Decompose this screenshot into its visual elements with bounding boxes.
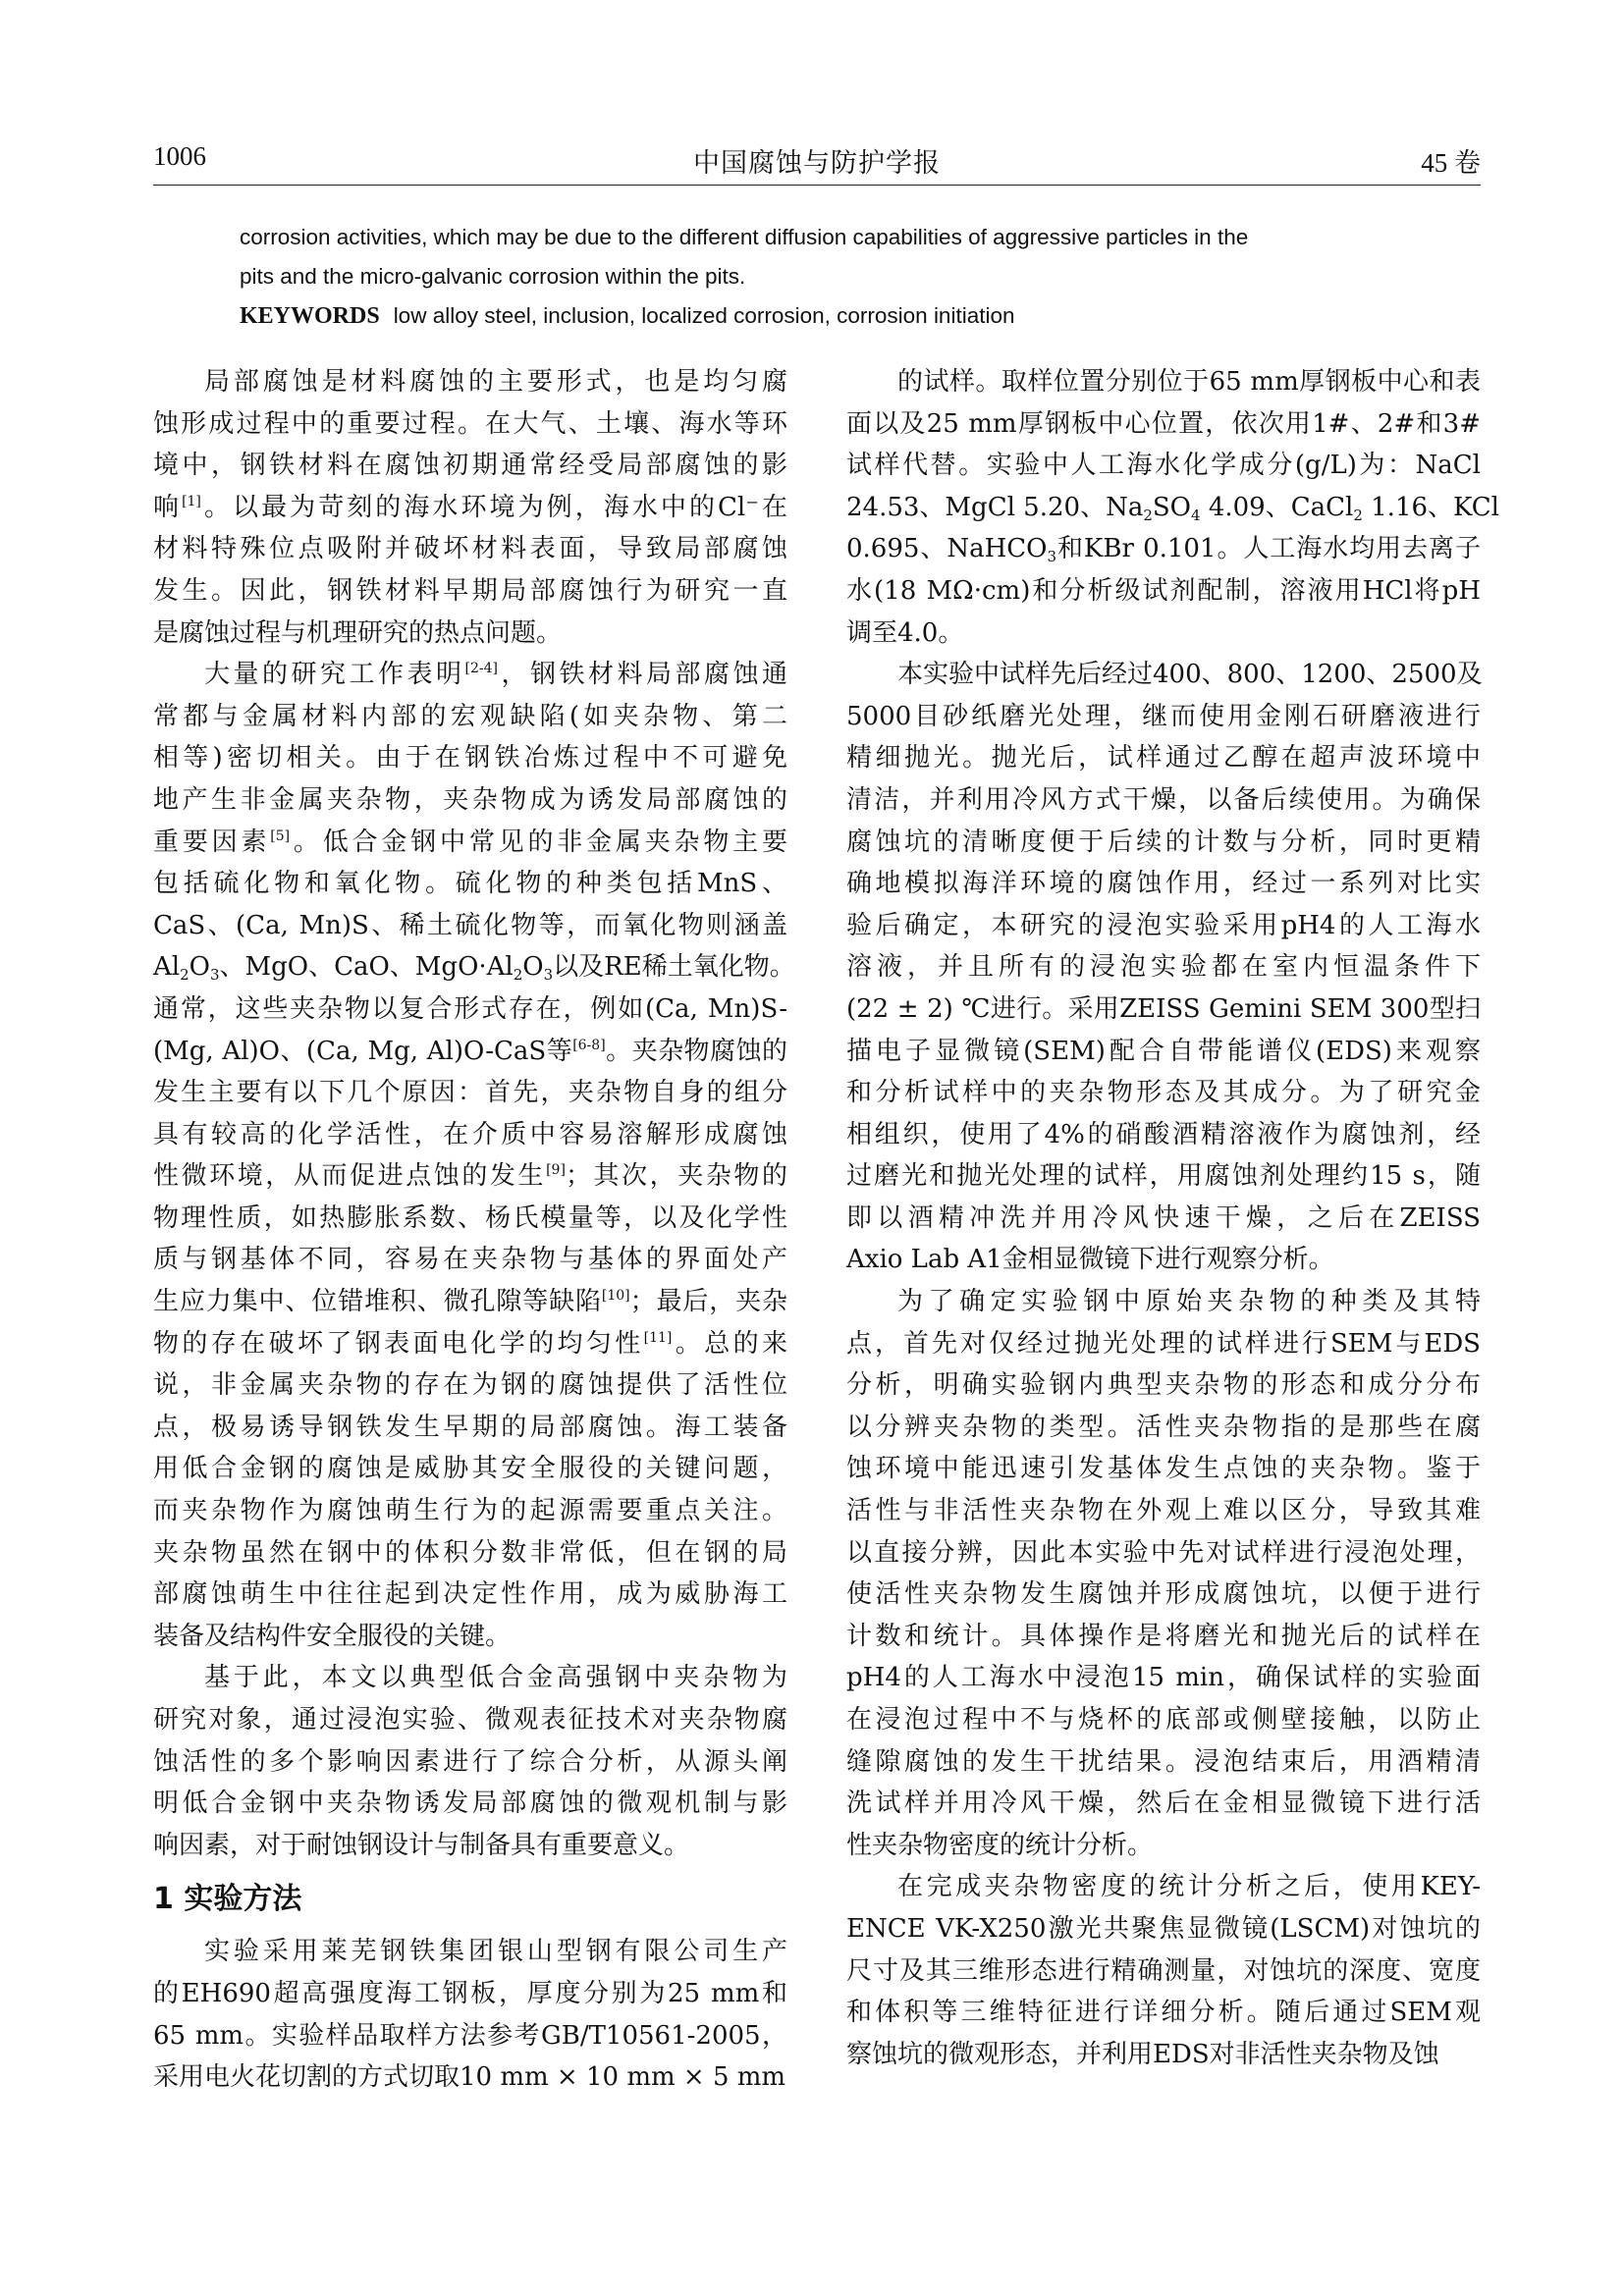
text-line: 发生主要有以下几个原因：首先，夹杂物自身的组分: [153, 1078, 787, 1108]
paragraph: [846, 1281, 1481, 1866]
paragraph: [153, 1657, 787, 1866]
text-line: 65 mm。实验样品取样方法参考GB/T10561-2005，: [153, 2020, 787, 2051]
text-line: 是腐蚀过程与机理研究的热点问题。: [153, 617, 563, 648]
text-line: 5000目砂纸磨光处理，继而使用金刚石研磨液进行: [846, 701, 1481, 731]
text-line: 地产生非金属夹杂物，夹杂物成为诱发局部腐蚀的: [153, 784, 787, 815]
text-line: 通常，这些夹杂物以复合形式存在，例如(Ca, Mn)S-: [153, 993, 787, 1024]
text-line: 夹杂物虽然在钢中的体积分数非常低，但在钢的局: [153, 1537, 787, 1568]
text-line: 生应力集中、位错堆积、微孔隙等缺陷[10]；最后，夹杂: [153, 1287, 787, 1317]
running-header: [153, 135, 1481, 181]
text-line: 大量的研究工作表明[2-4]，钢铁材料局部腐蚀通: [204, 660, 787, 690]
text-line: pH4的人工海水中浸泡15 min，确保试样的实验面: [846, 1663, 1481, 1693]
text-line: 和分析试样中的夹杂物形态及其成分。为了研究金: [846, 1078, 1481, 1108]
text-line: 研究对象，通过浸泡实验、微观表征技术对夹杂物腐: [153, 1705, 787, 1735]
section-heading: 1 实验方法: [153, 1882, 302, 1917]
text-line: 响因素，对于耐蚀钢设计与制备具有重要意义。: [153, 1830, 690, 1860]
left-column: [153, 361, 795, 2099]
text-line: 面以及25 mm厚钢板中心位置，依次用1#、2#和3#: [846, 408, 1481, 439]
text-line: 清洁，并利用冷风方式干燥，以备后续使用。为确保: [846, 784, 1481, 815]
text-line: 水(18 MΩ·cm)和分析级试剂配制，溶液用HCl将pH: [846, 575, 1481, 606]
text-line: 材料特殊位点吸附并破坏材料表面，导致局部腐蚀: [153, 534, 787, 564]
text-line: 为了确定实验钢中原始夹杂物的种类及其特: [897, 1287, 1481, 1317]
text-line: 使活性夹杂物发生腐蚀并形成腐蚀坑，以便于进行: [846, 1579, 1481, 1610]
text-line: (22 ± 2) ℃进行。采用ZEISS Gemini SEM 300型扫: [846, 993, 1481, 1024]
text-line: 在完成夹杂物密度的统计分析之后，使用KEY-: [897, 1872, 1481, 1902]
paragraph: [846, 1866, 1481, 2075]
text-line: 腐蚀坑的清晰度便于后续的计数与分析，同时更精: [846, 827, 1481, 857]
text-line: 重要因素[5]。低合金钢中常见的非金属夹杂物主要: [153, 827, 787, 857]
text-line: 验后确定，本研究的浸泡实验采用pH4的人工海水: [846, 910, 1481, 940]
text-line: 而夹杂物作为腐蚀萌生行为的起源需要重点关注。: [153, 1496, 787, 1526]
text-line: 蚀活性的多个影响因素进行了综合分析，从源头阐: [153, 1746, 787, 1777]
paragraph: [846, 361, 1499, 654]
text-line: 察蚀坑的微观形态，并利用EDS对非活性夹杂物及蚀: [846, 2039, 1439, 2069]
text-line: 质与钢基体不同，容易在夹杂物与基体的界面处产: [153, 1245, 787, 1275]
text-line: 用低合金钢的腐蚀是威胁其安全服役的关键问题，: [153, 1454, 787, 1484]
text-line: 和体积等三维特征进行详细分析。随后通过SEM观: [846, 1998, 1481, 2028]
text-line: 包括硫化物和氧化物。硫化物的种类包括MnS、: [153, 869, 787, 899]
paragraph: [153, 1931, 787, 2098]
text-line: 性夹杂物密度的统计分析。: [846, 1830, 1154, 1860]
text-line: 溶液，并且所有的浸泡实验都在室内恒温条件下: [846, 952, 1481, 983]
text-line: 分析，明确实验钢内典型夹杂物的形态和成分分布: [846, 1370, 1481, 1401]
text-line: 局部腐蚀是材料腐蚀的主要形式，也是均匀腐: [204, 367, 787, 397]
text-line: 发生。因此，钢铁材料早期局部腐蚀行为研究一直: [153, 575, 787, 606]
text-line: 的EH690超高强度海工钢板，厚度分别为25 mm和: [153, 1978, 787, 2008]
text-line: 的试样。取样位置分别位于65 mm厚钢板中心和表: [897, 367, 1481, 397]
text-line: 采用电火花切割的方式切取10 mm × 10 mm × 5 mm: [153, 2062, 786, 2093]
text-line: 性微环境，从而促进点蚀的发生[9]；其次，夹杂物的: [153, 1161, 787, 1192]
text-line: 以直接分辨，因此本实验中先对试样进行浸泡处理，: [846, 1537, 1481, 1568]
keywords-label: KEYWORDS: [240, 303, 380, 329]
text-line: 即以酒精冲洗并用冷风快速干燥，之后在ZEISS: [846, 1202, 1481, 1233]
text-line: Axio Lab A1金相显微镜下进行观察分析。: [846, 1245, 1334, 1275]
keywords-line: [240, 296, 1408, 336]
text-line: 点，首先对仅经过抛光处理的试样进行SEM与EDS: [846, 1328, 1481, 1359]
text-line: 活性与非活性夹杂物在外观上难以区分，导致其难: [846, 1496, 1481, 1526]
text-line: 装备及结构件安全服役的关键。: [153, 1621, 512, 1651]
text-line: 蚀环境中能迅速引发基体发生点蚀的夹杂物。鉴于: [846, 1454, 1481, 1484]
text-line: 0.695、NaHCO$_3$和KBr 0.101。人工海水均用去离子: [846, 534, 1481, 566]
abstract-block: [240, 218, 1408, 336]
text-line: 尺寸及其三维形态进行精确测量，对蚀坑的深度、宽度: [846, 1955, 1481, 1986]
right-column: [846, 361, 1499, 2075]
text-line: (Mg, Al)O、(Ca, Mg, Al)O-CaS等[6-8]。夹杂物腐蚀的: [153, 1036, 787, 1066]
abstract-line: corrosion activities, which may be due to the different diffusion capabilities of aggressive particles in the: [240, 225, 1249, 249]
text-line: 基于此，本文以典型低合金高强钢中夹杂物为: [204, 1663, 787, 1693]
text-line: 过磨光和抛光处理的试样，用腐蚀剂处理约15 s，随: [846, 1161, 1481, 1192]
text-line: 精细抛光。抛光后，试样通过乙醇在超声波环境中: [846, 743, 1481, 774]
text-line: 调至4.0。: [846, 617, 964, 648]
paragraph: [846, 654, 1481, 1281]
abstract-line: pits and the micro-galvanic corrosion within the pits.: [240, 264, 746, 289]
text-line: 以分辨夹杂物的类型。活性夹杂物指的是那些在腐: [846, 1412, 1481, 1442]
volume-label: 45 卷: [1421, 148, 1481, 178]
text-line: 洗试样并用冷风干燥，然后在金相显微镜下进行活: [846, 1789, 1481, 1819]
text-line: 描电子显微镜(SEM)配合自带能谱仪(EDS)来观察: [846, 1036, 1481, 1066]
text-line: 确地模拟海洋环境的腐蚀作用，经过一系列对比实: [846, 869, 1481, 899]
text-line: ENCE VK-X250激光共聚焦显微镜(LSCM)对蚀坑的: [846, 1913, 1481, 1944]
text-line: 境中，钢铁材料在腐蚀初期通常经受局部腐蚀的影: [153, 451, 787, 481]
text-line: 说，非金属夹杂物的存在为钢的腐蚀提供了活性位: [153, 1370, 787, 1401]
text-line: CaS、(Ca, Mn)S、稀土硫化物等，而氧化物则涵盖: [153, 910, 787, 940]
paragraph: [153, 361, 787, 654]
text-line: 缝隙腐蚀的发生干扰结果。浸泡结束后，用酒精清: [846, 1746, 1481, 1777]
text-line: 24.53、MgCl 5.20、$Na_2SO_4$ 4.09、CaCl$_2$ 1.16、KCl: [846, 492, 1499, 524]
text-line: 物理性质，如热膨胀系数、杨氏模量等，以及化学性: [153, 1202, 787, 1233]
text-line: 试样代替。实验中人工海水化学成分(g/L)为：NaCl: [846, 451, 1481, 481]
header-rule: [153, 185, 1481, 186]
journal-title: 中国腐蚀与防护学报: [693, 148, 941, 178]
text-line: 蚀形成过程中的重要过程。在大气、土壤、海水等环: [153, 408, 787, 439]
text-line: 响[1]。以最为苛刻的海水环境为例，海水中的Cl⁻在: [153, 492, 787, 522]
text-line: 相等)密切相关。由于在钢铁冶炼过程中不可避免: [153, 743, 787, 774]
text-line: 点，极易诱导钢铁发生早期的局部腐蚀。海工装备: [153, 1412, 787, 1442]
keywords-text: low alloy steel, inclusion, localized corrosion, corrosion initiation: [393, 303, 1015, 328]
page-number: 1006: [153, 141, 206, 171]
text-line: 实验采用莱芜钢铁集团银山型钢有限公司生产: [204, 1937, 787, 1967]
text-line: 明低合金钢中夹杂物诱发局部腐蚀的微观机制与影: [153, 1789, 787, 1819]
text-line: 本实验中试样先后经过400、800、1200、2500及: [897, 660, 1483, 690]
text-line: 部腐蚀萌生中往往起到决定性作用，成为威胁海工: [153, 1579, 787, 1610]
text-line: 相组织，使用了4%的硝酸酒精溶液作为腐蚀剂，经: [846, 1119, 1481, 1149]
text-line: 常都与金属材料内部的宏观缺陷(如夹杂物、第二: [153, 701, 787, 731]
text-line: 具有较高的化学活性，在介质中容易溶解形成腐蚀: [153, 1119, 787, 1149]
text-line: 在浸泡过程中不与烧杯的底部或侧壁接触，以防止: [846, 1705, 1481, 1735]
text-line: 物的存在破坏了钢表面电化学的均匀性[11]。总的来: [153, 1328, 787, 1359]
text-line: $Al_2O_3$、MgO、CaO、$MgO\cdot Al_2O_3$以及RE稀土氧化物。: [153, 952, 795, 985]
text-line: 计数和统计。具体操作是将磨光和抛光后的试样在: [846, 1621, 1481, 1651]
paragraph: [153, 654, 795, 1657]
